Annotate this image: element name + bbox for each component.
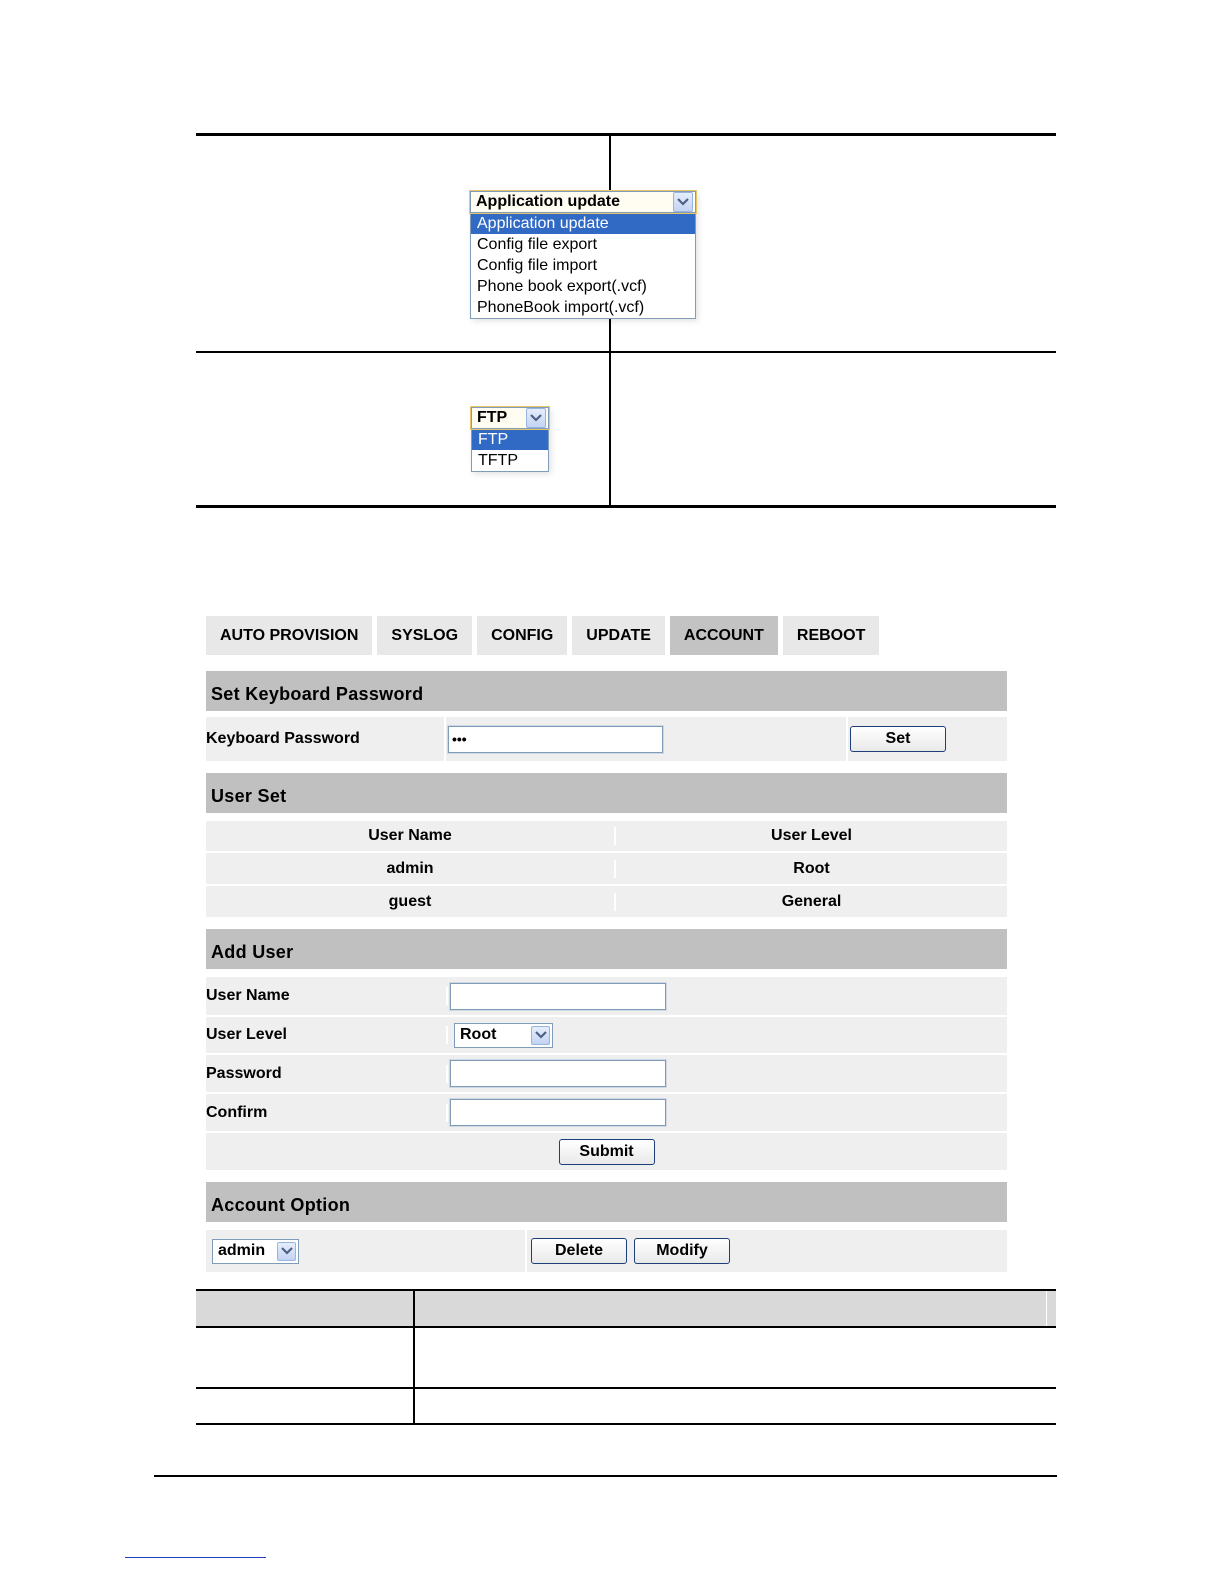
chevron-down-icon[interactable] — [531, 1026, 550, 1045]
user-level-cell: General — [781, 892, 842, 910]
tab-update[interactable]: UPDATE — [572, 616, 665, 655]
chevron-down-icon[interactable] — [277, 1242, 296, 1261]
user-set-title: User Set — [206, 773, 1007, 813]
set-button-cell — [848, 726, 1007, 752]
table-rule — [196, 1423, 1056, 1425]
type-dropdown-list — [470, 213, 696, 319]
keyboard-password-input[interactable]: ••• — [448, 726, 663, 753]
user-name-cell: admin — [206, 860, 616, 878]
account-option-title: Account Option — [206, 1182, 1007, 1222]
tab-reboot[interactable]: REBOOT — [783, 616, 879, 655]
keyboard-password-label: Keyboard Password — [206, 717, 446, 761]
type-dropdown[interactable] — [470, 191, 696, 319]
account-page — [206, 616, 1007, 1272]
user-name-cell: guest — [206, 893, 616, 911]
protocol-dropdown-value: FTP — [477, 409, 508, 426]
parameter-table — [196, 1289, 1056, 1425]
tab-auto-provision[interactable]: AUTO PROVISION — [206, 616, 372, 655]
submit-row — [206, 1131, 1007, 1170]
password-cell — [448, 1060, 666, 1087]
username-cell — [448, 983, 666, 1010]
table-column-divider — [413, 1289, 415, 1425]
tab-account[interactable]: ACCOUNT — [670, 616, 778, 655]
user-level-cell: Root — [793, 859, 830, 877]
password-label: Password — [206, 1065, 448, 1083]
chevron-down-icon[interactable] — [526, 408, 546, 428]
delete-button[interactable]: Delete — [531, 1238, 627, 1264]
header-edge — [1046, 1291, 1047, 1326]
table-column-divider — [609, 133, 611, 507]
type-option[interactable]: Phone book export(.vcf) — [477, 278, 647, 295]
keyboard-password-cell — [446, 717, 848, 761]
table-top-rule — [196, 133, 1056, 136]
keyboard-password-row — [206, 717, 1007, 761]
footer-rule — [154, 1475, 1057, 1477]
chevron-down-icon[interactable] — [673, 192, 693, 212]
user-level-cell — [448, 1023, 553, 1048]
protocol-dropdown-list — [471, 429, 549, 472]
account-select-cell — [206, 1230, 527, 1272]
add-user-title: Add User — [206, 929, 1007, 969]
account-actions — [527, 1238, 1007, 1264]
table-rule — [196, 1387, 1056, 1389]
protocol-option[interactable]: FTP — [472, 429, 548, 450]
user-level-label: User Level — [206, 1026, 448, 1044]
keyboard-section-title: Set Keyboard Password — [206, 671, 1007, 711]
account-option-row — [206, 1230, 1007, 1272]
account-select[interactable] — [212, 1239, 299, 1264]
tab-config[interactable]: CONFIG — [477, 616, 567, 655]
user-level-row — [206, 1015, 1007, 1053]
footer-link-underline[interactable] — [125, 1557, 266, 1558]
type-option[interactable]: Application update — [471, 213, 695, 234]
table-rule — [196, 1326, 1056, 1328]
user-set-header-row — [206, 821, 1007, 851]
modify-button[interactable]: Modify — [634, 1238, 730, 1264]
table-row — [206, 884, 1007, 917]
table-rule — [196, 1289, 1056, 1291]
tab-bar — [206, 616, 1007, 655]
confirm-input[interactable] — [450, 1099, 666, 1126]
table-row-rule — [196, 351, 1056, 353]
account-select-value: admin — [218, 1242, 266, 1259]
type-dropdown-head[interactable] — [470, 191, 696, 213]
user-name-header: User Name — [206, 827, 616, 845]
username-row — [206, 977, 1007, 1015]
user-level-value: Root — [460, 1026, 497, 1043]
password-input[interactable] — [450, 1060, 666, 1087]
confirm-cell — [448, 1099, 666, 1126]
password-row — [206, 1053, 1007, 1092]
confirm-row — [206, 1092, 1007, 1131]
user-level-header: User Level — [771, 827, 852, 844]
table-row — [206, 851, 1007, 884]
type-option[interactable]: PhoneBook import(.vcf) — [477, 299, 645, 316]
confirm-label: Confirm — [206, 1104, 448, 1122]
type-dropdown-value: Application update — [476, 193, 620, 210]
table-bottom-rule — [196, 505, 1056, 508]
type-option[interactable]: Config file import — [477, 257, 598, 274]
tab-syslog[interactable]: SYSLOG — [377, 616, 472, 655]
protocol-dropdown-head[interactable] — [471, 407, 549, 429]
user-level-select[interactable] — [454, 1023, 553, 1048]
protocol-option[interactable]: TFTP — [478, 452, 518, 469]
username-label: User Name — [206, 987, 448, 1005]
protocol-dropdown[interactable] — [471, 407, 549, 472]
parameter-table-header — [196, 1289, 1056, 1327]
set-button[interactable]: Set — [850, 726, 946, 752]
username-input[interactable] — [450, 983, 666, 1010]
submit-button[interactable]: Submit — [559, 1139, 655, 1165]
type-option[interactable]: Config file export — [477, 236, 598, 253]
